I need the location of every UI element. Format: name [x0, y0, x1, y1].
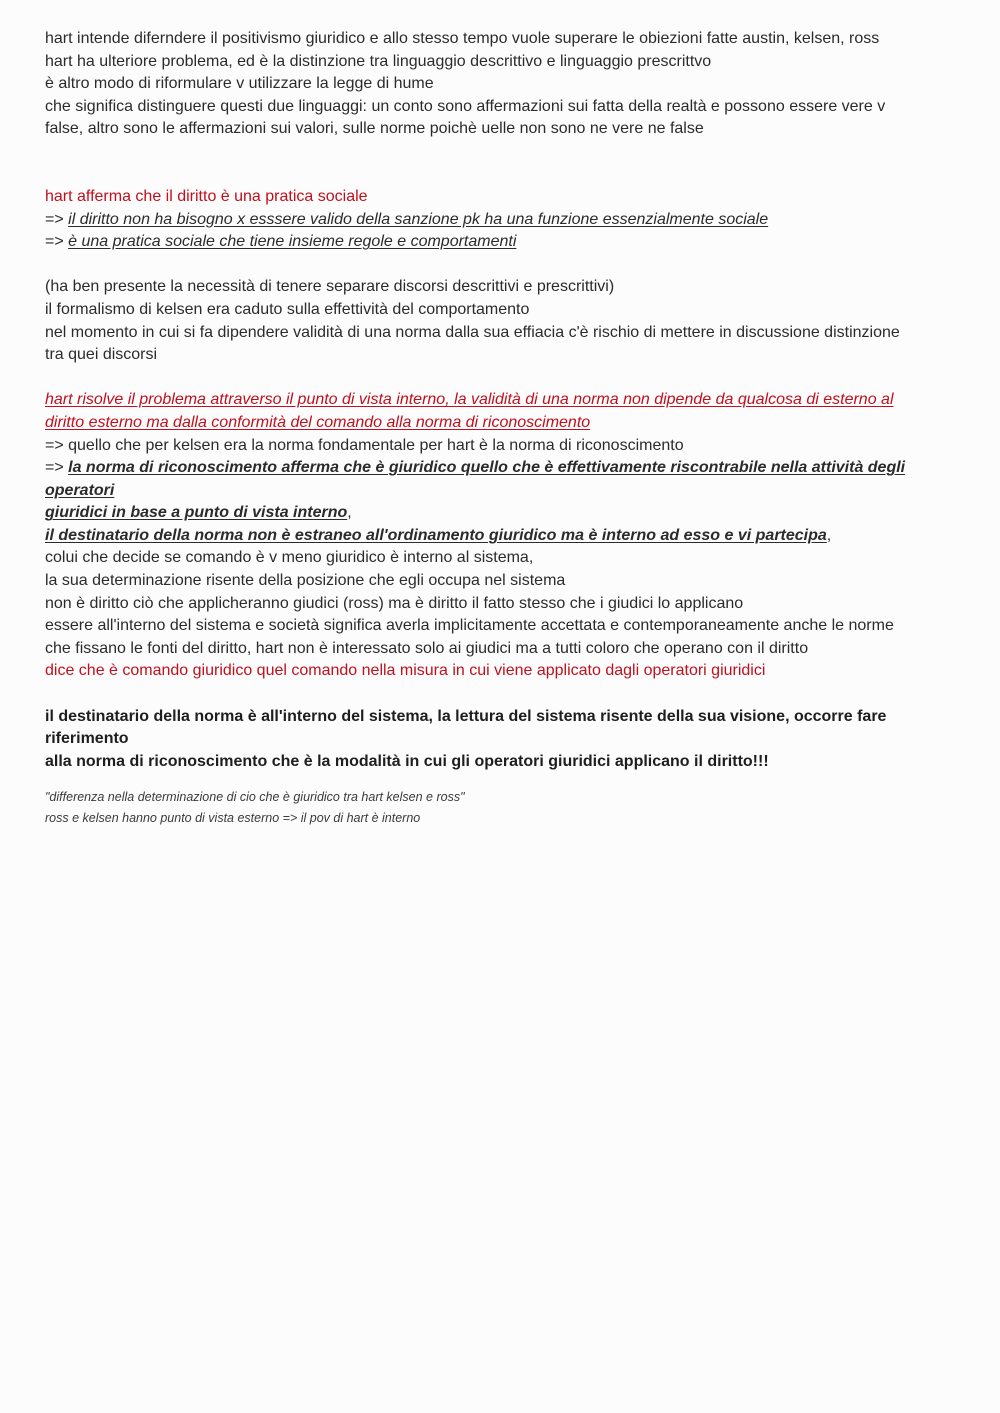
spacer — [45, 773, 955, 787]
text-line: nel momento in cui si fa dipendere validità di una norma dalla sua effiacia c'è rischio di mettere in discussione distinzione — [45, 323, 900, 341]
arrow-marker: => — [45, 233, 69, 251]
emphasized-statement: la norma di riconoscimento afferma che è giuridico quello che è effettivamente riscontrabile nella attività degli operatori — [45, 459, 906, 499]
spacer — [45, 367, 955, 390]
highlighted-statement: hart risolve il problema attraverso il punto di vista interno, la validità di una norma non dipende da qualcosa di esterno al — [45, 391, 894, 409]
spacer — [45, 141, 955, 186]
punctuation: , — [347, 504, 352, 522]
highlighted-statement: diritto esterno ma dalla conformità del comando alla norma di riconoscimento — [45, 413, 591, 431]
list-item — [45, 209, 955, 232]
text-line: hart intende diferndere il positivismo giuridico e allo stesso tempo vuole superare le obiezioni fatte austin, kelsen, ross — [45, 30, 880, 47]
spacer — [45, 683, 955, 706]
highlighted-conclusion: dice che è comando giuridico quel comando nella misura in cui viene applicato dagli operatori giuridici — [45, 662, 766, 680]
footnote-block — [45, 787, 955, 829]
emphasized-statement: il destinatario della norma non è estraneo all'ordinamento giuridico ma è interno ad esso e vi partecipa — [45, 526, 827, 544]
text-line: hart ha ulteriore problema, ed è la distinzione tra linguaggio descrittivo e linguaggio prescrittvo — [45, 52, 712, 70]
bold-line: il destinatario della norma è all'interno del sistema, la lettura del sistema risente della sua visione, occorre fare riferimento — [45, 707, 887, 748]
text-line: non è diritto ciò che applicheranno giudici (ross) ma è diritto il fatto stesso che i giudici lo applicano — [45, 594, 744, 612]
text-line: è altro modo di riformulare v utilizzare la legge di hume — [45, 75, 434, 93]
text-line — [45, 525, 955, 548]
text-line: la sua determinazione risente della posizione che egli occupa nel sistema — [45, 572, 566, 590]
text-line: essere all'interno del sistema e società significa averla implicitamente accettata e contemporaneamente anche le norme — [45, 617, 894, 635]
paragraph-addressee — [45, 706, 955, 774]
text-line: colui che decide se comando è v meno giuridico è interno al sistema, — [45, 549, 534, 567]
text-line: che significa distinguere questi due linguaggi: un conto sono affermazioni sui fatta della realtà e possono essere vere v — [45, 97, 886, 115]
text-line: che fissano le fonti del diritto, hart non è interessato solo ai giudici ma a tutti coloro che operano con il diritto — [45, 639, 809, 657]
underlined-statement: è una pratica sociale che tiene insieme regole e comportamenti — [68, 233, 517, 251]
text-line: tra quei discorsi — [45, 346, 158, 364]
list-item — [45, 231, 955, 254]
paragraph-intro — [45, 28, 955, 141]
text-line: false, altro sono le affermazioni sui valori, sulle norme poichè uelle non sono ne vere ne false — [45, 120, 704, 138]
underlined-statement: il diritto non ha bisogno x esssere valido della sanzione pk ha una funzione essenzialmente sociale — [68, 210, 769, 228]
paragraph-formalism — [45, 276, 955, 366]
paragraph-internal-view — [45, 389, 955, 683]
punctuation: , — [826, 526, 832, 544]
text-line: (ha ben presente la necessità di tenere separare discorsi descrittivi e prescrittivi) — [45, 278, 615, 296]
bold-line: alla norma di riconoscimento che è la modalità in cui gli operatori giuridici applicano il diritto!!! — [45, 752, 769, 770]
spacer — [45, 254, 955, 277]
text-line — [45, 502, 955, 525]
arrow-marker: => — [45, 210, 69, 228]
arrow-marker: => — [45, 459, 69, 477]
section-heading: hart afferma che il diritto è una pratica sociale — [45, 187, 368, 205]
paragraph-social-practice — [45, 186, 955, 254]
text-line: il formalismo di kelsen era caduto sulla effettività del comportamento — [45, 300, 530, 318]
emphasized-statement: giuridici in base a punto di vista interno — [45, 504, 348, 522]
text-line: => quello che per kelsen era la norma fondamentale per hart è la norma di riconoscimento — [45, 436, 684, 454]
list-item — [45, 457, 955, 502]
footnote-line: ross e kelsen hanno punto di vista esterno => il pov di hart è interno — [45, 811, 421, 826]
footnote-line: "differenza nella determinazione di cio che è giuridico tra hart kelsen e ross" — [45, 790, 465, 805]
